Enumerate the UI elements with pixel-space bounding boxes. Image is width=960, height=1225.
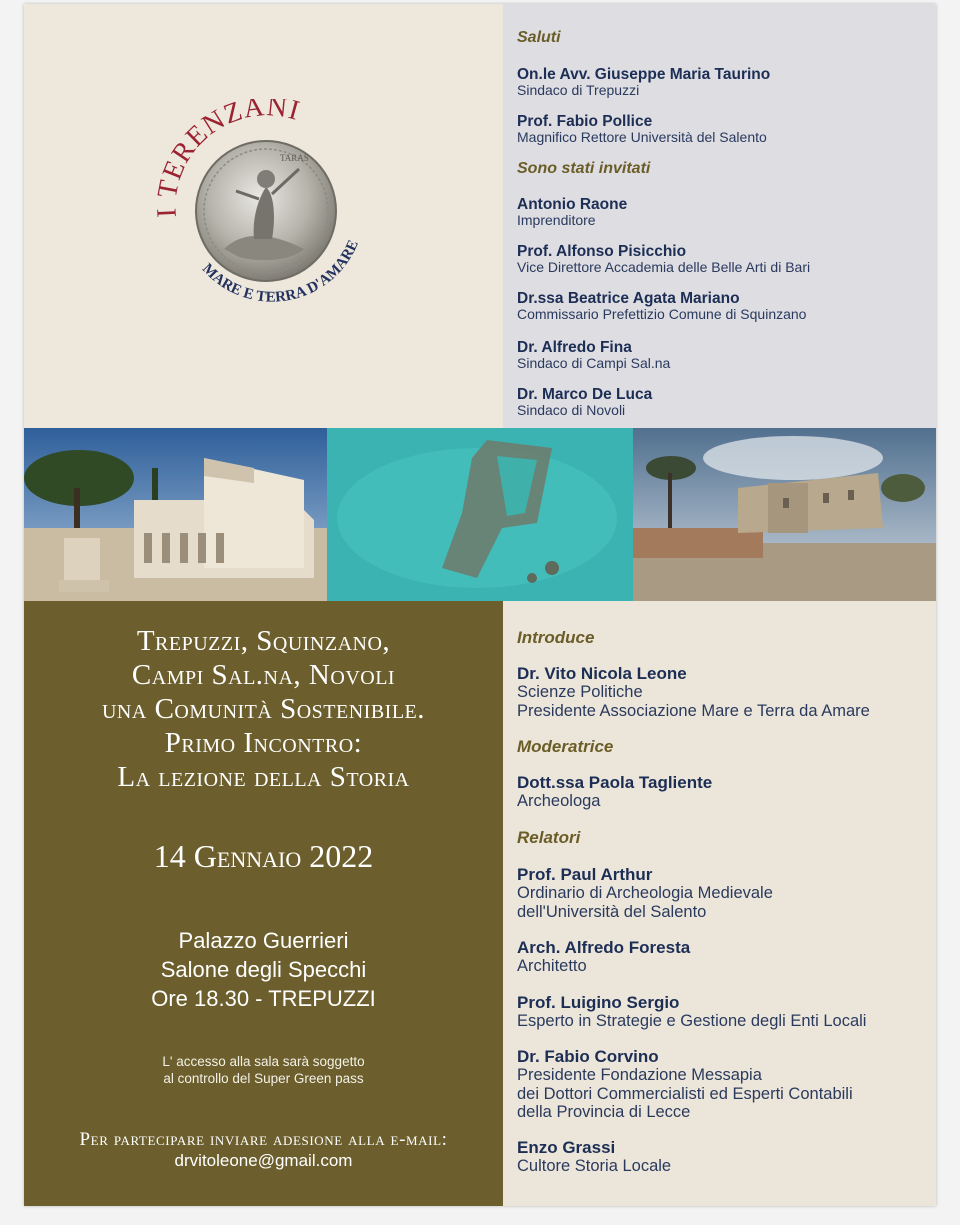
terenzani-logo bbox=[154, 99, 374, 319]
coin-emblem bbox=[154, 99, 374, 319]
guest-role: Vice Direttore Accademia delle Belle Arti di Bari bbox=[517, 259, 811, 275]
speaker-entry bbox=[517, 865, 932, 921]
event-title-line: una Comunità Sostenibile. bbox=[101, 693, 426, 725]
guest-name: Dr. Alfredo Fina bbox=[517, 339, 632, 356]
speaker-role: Esperto in Strategie e Gestione degli Enti Locali bbox=[517, 1012, 867, 1030]
speaker-role: Presidente Fondazione Messapia bbox=[517, 1066, 762, 1084]
invitati-label: Sono stati invitati bbox=[517, 160, 651, 177]
event-venue bbox=[24, 926, 503, 1013]
event-title-line: La lezione della Storia bbox=[117, 761, 410, 793]
saluti-label: Saluti bbox=[517, 29, 561, 46]
rsvp-instruction: Per partecipare inviare adesione alla e-mail: bbox=[79, 1129, 448, 1150]
speaker-name: Enzo Grassi bbox=[517, 1138, 616, 1157]
venue-line: Ore 18.30 - TREPUZZI bbox=[151, 986, 376, 1011]
guest-entry bbox=[517, 290, 932, 322]
moderatrice-label: Moderatrice bbox=[517, 737, 614, 756]
venue-line: Palazzo Guerrieri bbox=[178, 928, 349, 953]
speaker-role: Presidente Associazione Mare e Terra da Amare bbox=[517, 701, 870, 720]
greetings-panel bbox=[503, 4, 936, 428]
guest-role: Imprenditore bbox=[517, 212, 596, 228]
speaker-role: dell'Università del Salento bbox=[517, 902, 707, 921]
coin-inscription: TARAS bbox=[280, 153, 309, 163]
greeting-name: Prof. Fabio Pollice bbox=[517, 113, 653, 130]
introduce-label: Introduce bbox=[517, 628, 595, 647]
greeting-entry bbox=[517, 113, 932, 145]
speaker-name: Dr. Vito Nicola Leone bbox=[517, 664, 687, 683]
event-title bbox=[24, 624, 503, 794]
greeting-role: Sindaco di Trepuzzi bbox=[517, 82, 640, 98]
speaker-name: Arch. Alfredo Foresta bbox=[517, 938, 691, 957]
program-panel bbox=[503, 601, 936, 1206]
castle-photo bbox=[633, 428, 936, 601]
event-poster bbox=[24, 4, 936, 1206]
guest-entry bbox=[517, 196, 932, 228]
speaker-name: Dott.ssa Paola Tagliente bbox=[517, 773, 713, 792]
speaker-role: Archeologa bbox=[517, 792, 601, 810]
guest-name: Dr. Marco De Luca bbox=[517, 386, 653, 403]
guest-entry bbox=[517, 339, 932, 371]
event-title-line: Campi Sal.na, Novoli bbox=[131, 659, 396, 691]
speaker-entry bbox=[517, 1047, 932, 1122]
sea-ruins-photo bbox=[327, 428, 633, 601]
guest-role: Sindaco di Novoli bbox=[517, 402, 626, 418]
speaker-entry bbox=[517, 664, 932, 720]
speaker-role: della Provincia di Lecce bbox=[517, 1103, 691, 1121]
photo-strip bbox=[24, 428, 936, 601]
speaker-entry bbox=[517, 1138, 932, 1176]
speaker-name: Prof. Paul Arthur bbox=[517, 865, 653, 884]
guest-role: Commissario Prefettizio Comune di Squinzano bbox=[517, 306, 807, 322]
speaker-role: Ordinario di Archeologia Medievale bbox=[517, 884, 773, 902]
greeting-name: On.le Avv. Giuseppe Maria Taurino bbox=[517, 66, 771, 83]
logo-top-text: I TERENZANI bbox=[154, 99, 304, 219]
event-title-line: Primo Incontro: bbox=[164, 727, 363, 759]
logo-panel bbox=[24, 4, 503, 428]
abbey-photo bbox=[24, 428, 327, 601]
speaker-entry bbox=[517, 938, 932, 976]
speaker-entry bbox=[517, 773, 932, 811]
speaker-name: Prof. Luigino Sergio bbox=[517, 993, 680, 1012]
guest-entry bbox=[517, 243, 932, 275]
guest-entry bbox=[517, 386, 932, 418]
event-date: 14 Gennaio 2022 bbox=[153, 838, 374, 874]
greeting-entry bbox=[517, 66, 932, 98]
logo-bottom-text: MARE E TERRA D'AMARE bbox=[198, 237, 362, 306]
speaker-role: dei Dottori Commercialisti ed Esperti Contabili bbox=[517, 1084, 853, 1103]
event-info-panel bbox=[24, 601, 503, 1206]
speaker-entry bbox=[517, 993, 932, 1031]
greeting-role: Magnifico Rettore Università del Salento bbox=[517, 129, 767, 145]
guest-name: Prof. Alfonso Pisicchio bbox=[517, 243, 687, 260]
access-note bbox=[24, 1053, 503, 1087]
guest-role: Sindaco di Campi Sal.na bbox=[517, 355, 671, 371]
guest-name: Antonio Raone bbox=[517, 196, 628, 213]
guest-name: Dr.ssa Beatrice Agata Mariano bbox=[517, 290, 740, 307]
event-title-line: Trepuzzi, Squinzano, bbox=[136, 625, 391, 657]
speaker-role: Cultore Storia Locale bbox=[517, 1157, 672, 1175]
venue-line: Salone degli Specchi bbox=[160, 957, 367, 982]
speaker-role: Architetto bbox=[517, 957, 587, 975]
speaker-role: Scienze Politiche bbox=[517, 683, 643, 701]
rsvp-email[interactable]: drvitoleone@gmail.com bbox=[174, 1151, 353, 1170]
access-line: al controllo del Super Green pass bbox=[163, 1071, 364, 1086]
speaker-name: Dr. Fabio Corvino bbox=[517, 1047, 659, 1066]
relatori-label: Relatori bbox=[517, 828, 581, 847]
access-line: L' accesso alla sala sarà soggetto bbox=[162, 1054, 365, 1069]
